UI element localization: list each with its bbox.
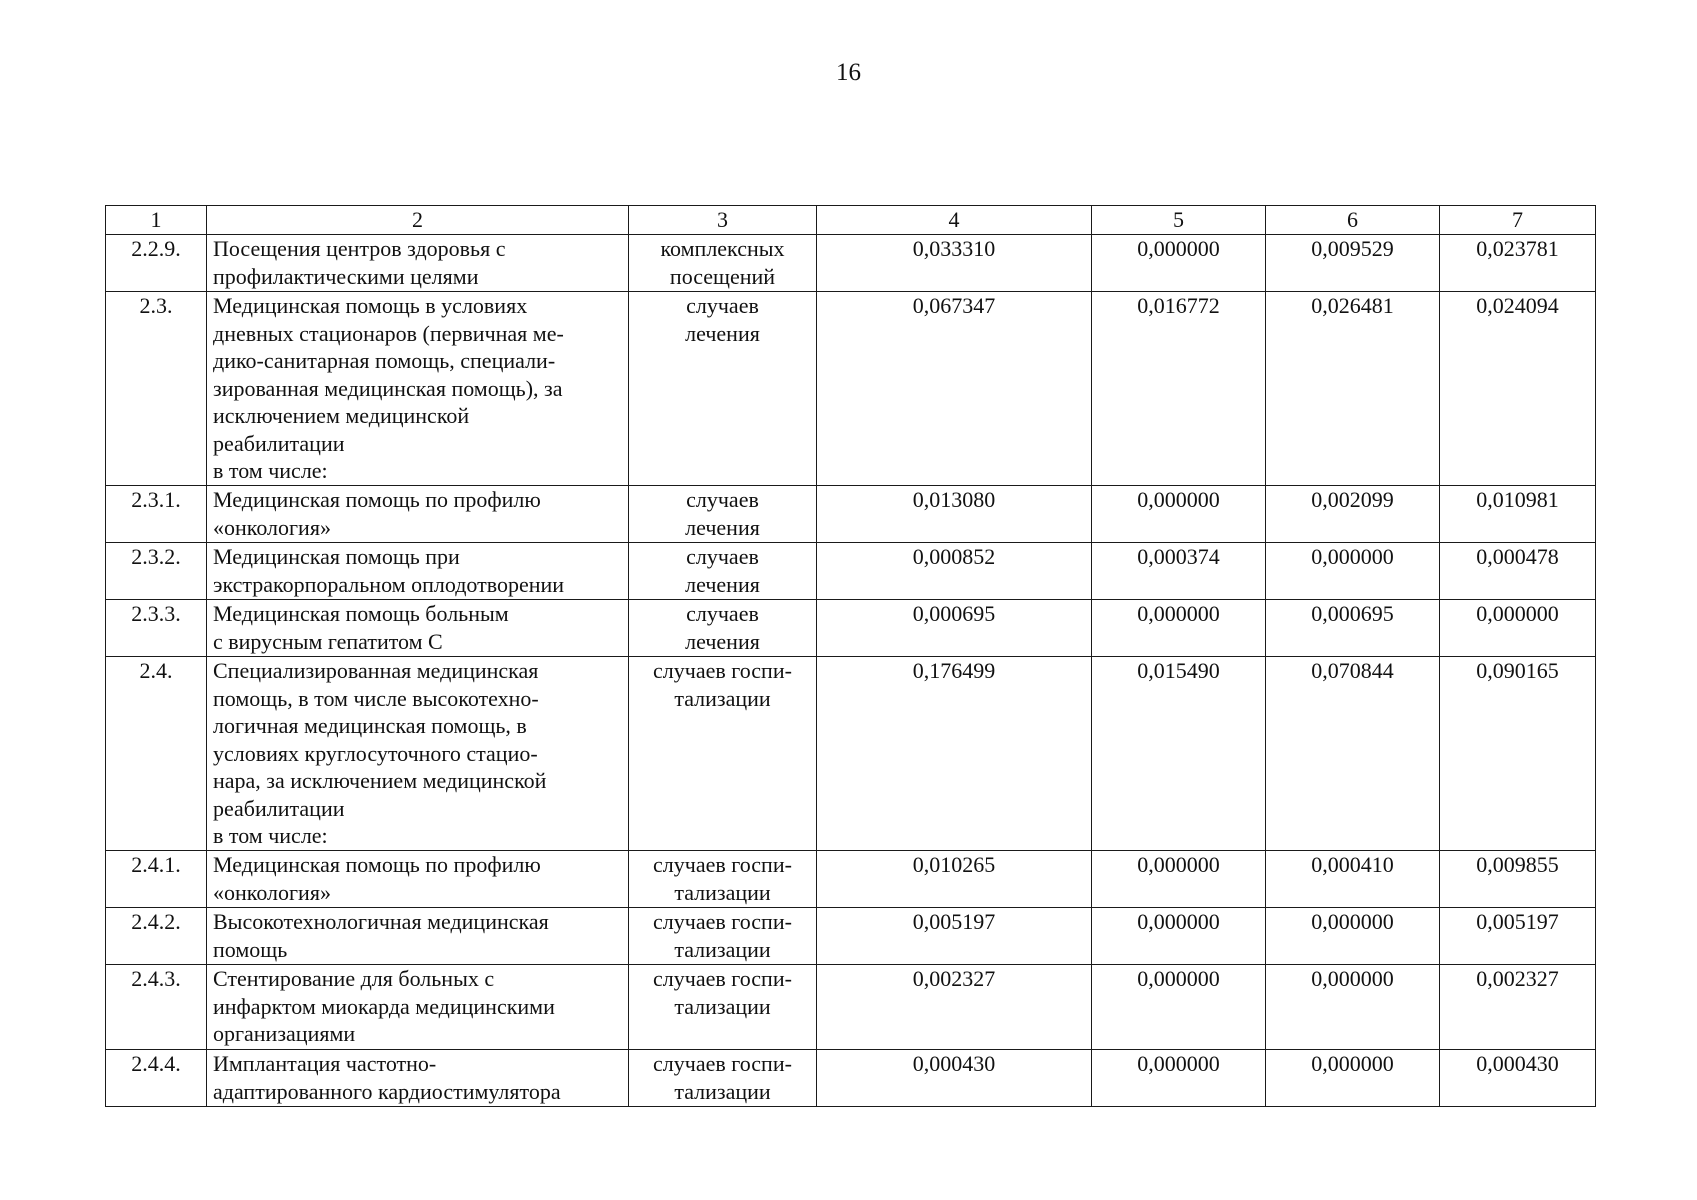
table-row xyxy=(106,851,1596,908)
header-col-7: 7 xyxy=(1440,206,1596,235)
row-value-col5: 0,000000 xyxy=(1092,908,1266,965)
row-unit: случаев госпи- тализации xyxy=(629,657,817,851)
row-value-col6: 0,000000 xyxy=(1266,1050,1440,1107)
header-col-3: 3 xyxy=(629,206,817,235)
row-number: 2.3.1. xyxy=(106,486,207,543)
row-value-col6: 0,000695 xyxy=(1266,600,1440,657)
table-row xyxy=(106,486,1596,543)
row-name: Медицинская помощь при экстракорпоральном оплодотворении xyxy=(207,543,629,600)
row-value-col6: 0,000000 xyxy=(1266,543,1440,600)
row-number: 2.4.2. xyxy=(106,908,207,965)
row-value-col5: 0,015490 xyxy=(1092,657,1266,851)
page-number: 16 xyxy=(836,59,861,86)
row-value-col4: 0,000852 xyxy=(817,543,1092,600)
row-value-col4: 0,010265 xyxy=(817,851,1092,908)
row-value-col7: 0,009855 xyxy=(1440,851,1596,908)
header-col-1: 1 xyxy=(106,206,207,235)
table-row xyxy=(106,292,1596,486)
row-number: 2.3. xyxy=(106,292,207,486)
header-col-5: 5 xyxy=(1092,206,1266,235)
row-value-col4: 0,176499 xyxy=(817,657,1092,851)
row-unit: случаев госпи- тализации xyxy=(629,1050,817,1107)
row-unit: случаев лечения xyxy=(629,486,817,543)
row-name: Медицинская помощь по профилю «онкология» xyxy=(207,486,629,543)
header-col-6: 6 xyxy=(1266,206,1440,235)
row-value-col7: 0,010981 xyxy=(1440,486,1596,543)
row-name: Посещения центров здоровья с профилактическими целями xyxy=(207,235,629,292)
row-value-col7: 0,005197 xyxy=(1440,908,1596,965)
row-value-col7: 0,024094 xyxy=(1440,292,1596,486)
row-value-col4: 0,002327 xyxy=(817,965,1092,1050)
row-name: Медицинская помощь в условиях дневных стационаров (первичная ме- дико-санитарная помощь, специали- зированная медицинская помощь), за исключением медицинской реабилитации в том числе: xyxy=(207,292,629,486)
row-unit: случаев госпи- тализации xyxy=(629,851,817,908)
table-row xyxy=(106,965,1596,1050)
row-name: Медицинская помощь больным с вирусным гепатитом С xyxy=(207,600,629,657)
row-number: 2.4.4. xyxy=(106,1050,207,1107)
table-row xyxy=(106,1050,1596,1107)
row-name: Медицинская помощь по профилю «онкология» xyxy=(207,851,629,908)
data-table xyxy=(105,205,1596,1107)
header-col-4: 4 xyxy=(817,206,1092,235)
row-unit: случаев госпи- тализации xyxy=(629,965,817,1050)
table-row xyxy=(106,600,1596,657)
row-value-col7: 0,002327 xyxy=(1440,965,1596,1050)
row-value-col6: 0,009529 xyxy=(1266,235,1440,292)
row-value-col6: 0,002099 xyxy=(1266,486,1440,543)
row-name: Имплантация частотно- адаптированного кардиостимулятора xyxy=(207,1050,629,1107)
row-value-col7: 0,000430 xyxy=(1440,1050,1596,1107)
row-value-col7: 0,000000 xyxy=(1440,600,1596,657)
row-value-col7: 0,000478 xyxy=(1440,543,1596,600)
row-number: 2.4.3. xyxy=(106,965,207,1050)
row-value-col6: 0,000410 xyxy=(1266,851,1440,908)
row-unit: случаев лечения xyxy=(629,292,817,486)
row-number: 2.4. xyxy=(106,657,207,851)
row-value-col6: 0,000000 xyxy=(1266,908,1440,965)
row-value-col4: 0,000430 xyxy=(817,1050,1092,1107)
row-unit: комплексных посещений xyxy=(629,235,817,292)
row-number: 2.3.3. xyxy=(106,600,207,657)
header-col-2: 2 xyxy=(207,206,629,235)
row-value-col4: 0,000695 xyxy=(817,600,1092,657)
table-row xyxy=(106,235,1596,292)
row-value-col4: 0,005197 xyxy=(817,908,1092,965)
row-value-col4: 0,013080 xyxy=(817,486,1092,543)
row-number: 2.3.2. xyxy=(106,543,207,600)
table-row xyxy=(106,657,1596,851)
row-value-col4: 0,033310 xyxy=(817,235,1092,292)
row-value-col5: 0,000000 xyxy=(1092,486,1266,543)
row-unit: случаев госпи- тализации xyxy=(629,908,817,965)
row-value-col6: 0,070844 xyxy=(1266,657,1440,851)
row-value-col5: 0,000000 xyxy=(1092,600,1266,657)
row-name: Специализированная медицинская помощь, в том числе высокотехно- логичная медицинская помощь, в условиях круглосуточного стацио- нара, за исключением медицинской реабилитации в том числе: xyxy=(207,657,629,851)
row-value-col5: 0,000000 xyxy=(1092,235,1266,292)
row-unit: случаев лечения xyxy=(629,600,817,657)
row-value-col5: 0,016772 xyxy=(1092,292,1266,486)
header-row xyxy=(106,206,1596,235)
row-value-col7: 0,023781 xyxy=(1440,235,1596,292)
row-value-col6: 0,000000 xyxy=(1266,965,1440,1050)
row-value-col6: 0,026481 xyxy=(1266,292,1440,486)
row-value-col5: 0,000374 xyxy=(1092,543,1266,600)
row-number: 2.4.1. xyxy=(106,851,207,908)
row-value-col5: 0,000000 xyxy=(1092,965,1266,1050)
table-row xyxy=(106,908,1596,965)
row-value-col5: 0,000000 xyxy=(1092,1050,1266,1107)
row-number: 2.2.9. xyxy=(106,235,207,292)
row-value-col5: 0,000000 xyxy=(1092,851,1266,908)
table-row xyxy=(106,543,1596,600)
row-name: Стентирование для больных с инфарктом миокарда медицинскими организациями xyxy=(207,965,629,1050)
row-name: Высокотехнологичная медицинская помощь xyxy=(207,908,629,965)
row-value-col4: 0,067347 xyxy=(817,292,1092,486)
row-value-col7: 0,090165 xyxy=(1440,657,1596,851)
row-unit: случаев лечения xyxy=(629,543,817,600)
